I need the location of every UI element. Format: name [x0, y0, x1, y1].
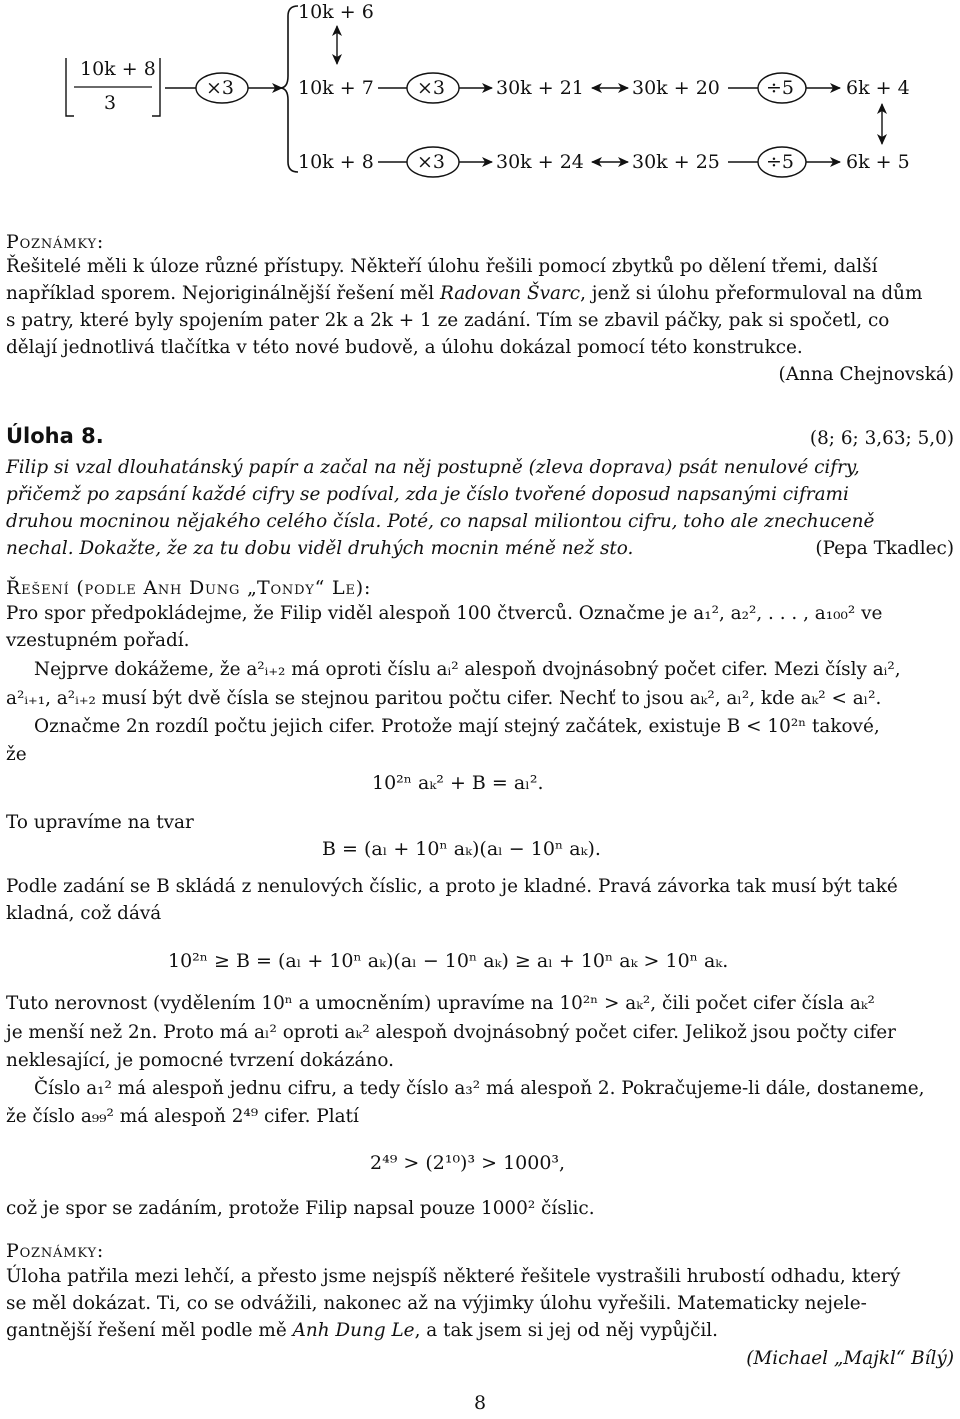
solution-line: Tuto nerovnost (vydělením 10ⁿ a umocněním) upravíme na 10²ⁿ > aₖ², čili počet cifer čísla aₖ²: [6, 993, 875, 1014]
solver-name: Radovan Švarc: [439, 283, 581, 304]
node-bot-v3: 6k + 5: [846, 151, 910, 173]
task-title: Úloha 8.: [6, 424, 104, 448]
task-points: (8; 6; 3,63; 5,0): [809, 428, 954, 449]
equation-1: 10²ⁿ aₖ² + B = aₗ².: [372, 772, 544, 794]
notes-heading: Poznámky:: [6, 231, 105, 253]
flow-diagram: [0, 0, 960, 200]
solution-line: Pro spor předpokládejme, že Filip viděl alespoň 100 čtverců. Označme je a₁², a₂², . . . , a₁₀₀² ve: [6, 603, 883, 624]
op-mid-times3-label: ×3: [417, 77, 446, 99]
node-mid-v1: 30k + 21: [496, 77, 584, 99]
notes-line: Úloha patřila mezi lehčí, a přesto jsme nejspíš některé řešitele vystrašili hrubostí odhadu, který: [6, 1266, 901, 1287]
notes-line: například sporem. Nejoriginálnější řešení měl Radovan Švarc, jenž si úlohu přeformuloval na dům: [6, 283, 923, 304]
notes-heading: Poznámky:: [6, 1240, 105, 1262]
solution-line: kladná, což dává: [6, 903, 162, 924]
op-bot-times3-label: ×3: [417, 151, 446, 173]
solution-line: Označme 2n rozdíl počtu jejich cifer. Protože mají stejný začátek, existuje B < 10²ⁿ takové,: [34, 716, 880, 737]
task-line: nechal. Dokažte, že za tu dobu viděl druhých mocnin méně než sto.: [6, 538, 634, 559]
node-top: 10k + 6: [298, 1, 374, 23]
task-author: (Pepa Tkadlec): [815, 538, 954, 559]
node-mid-v3: 6k + 4: [846, 77, 910, 99]
solution-line: je menší než 2n. Proto má aₗ² oproti aₖ² alespoň dvojnásobný počet cifer. Jelikož jsou počty cifer: [6, 1022, 896, 1043]
notes-line: gantnější řešení měl podle mě Anh Dung Le, a tak jsem si jej od něj vypůjčil.: [6, 1320, 718, 1341]
equation-2: B = (aₗ + 10ⁿ aₖ)(aₗ − 10ⁿ aₖ).: [322, 838, 601, 860]
node-bot-v1: 30k + 24: [496, 151, 584, 173]
solution-line: což je spor se zadáním, protože Filip napsal pouze 1000² číslic.: [6, 1198, 595, 1219]
equation-4: 2⁴⁹ > (2¹⁰)³ > 1000³,: [370, 1152, 566, 1174]
node-bot-v2: 30k + 25: [632, 151, 720, 173]
brace: [280, 6, 298, 172]
node-mid-v2: 30k + 20: [632, 77, 720, 99]
notes-line: dělají jednotlivá tlačítka v této nové budově, a úlohu dokázal pomocí této konstrukce.: [6, 337, 803, 358]
notes-line: se měl dokázat. Ti, co se odvážili, nakonec až na výjimky úlohu vyřešili. Matematicky nejele-: [6, 1293, 867, 1314]
solution-line: Nejprve dokážeme, že a²ᵢ₊₂ má oproti číslu aᵢ² alespoň dvojnásobný počet cifer. Mezi čísly aᵢ²,: [34, 659, 901, 680]
op-bot-div5-label: ÷5: [766, 151, 795, 173]
task-line: druhou mocninou nějakého celého čísla. Poté, co napsal miliontou cifru, toho ale znechuceně: [6, 511, 875, 532]
notes-line: Řešitelé měli k úloze různé přístupy. Někteří úlohu řešili pomocí zbytků po dělení třemi, další: [6, 256, 878, 277]
notes-author: (Michael „Majkl“ Bílý): [746, 1348, 954, 1369]
fraction-numerator: 10k + 8: [80, 58, 156, 80]
notes-line: s patry, které byly spojením pater 2k a 2k + 1 ze zadání. Tím se zbavil páčky, pak si spočetl, co: [6, 310, 890, 331]
solution-line: a²ᵢ₊₁, a²ᵢ₊₂ musí být dvě čísla se stejnou paritou počtu cifer. Nechť to jsou aₖ², aₗ², kde aₖ² < aₗ².: [6, 688, 882, 709]
solution-heading: Řešení (podle Anh Dung „Tondy“ Le):: [6, 577, 372, 599]
task-line: přičemž po zapsání každé cifry se podíval, zda je číslo tvořené doposud napsanými ciframi: [6, 484, 849, 505]
op-mid-div5-label: ÷5: [766, 77, 795, 99]
solution-line: Podle zadání se B skládá z nenulových číslic, a proto je kladné. Pravá závorka tak musí být také: [6, 876, 898, 897]
page-number: 8: [473, 1392, 487, 1414]
solution-line: neklesající, je pomocné tvrzení dokázáno.: [6, 1050, 394, 1071]
solution-line: Číslo a₁² má alespoň jednu cifru, a tedy číslo a₃² má alespoň 2. Pokračujeme-li dále, dostaneme,: [34, 1078, 925, 1099]
solution-line: že: [6, 744, 27, 765]
node-mid-left: 10k + 7: [298, 77, 374, 99]
equation-3: 10²ⁿ ≥ B = (aₗ + 10ⁿ aₖ)(aₗ − 10ⁿ aₖ) ≥ aₗ + 10ⁿ aₖ > 10ⁿ aₖ.: [168, 950, 729, 972]
fraction-denominator: 3: [104, 92, 117, 114]
floor-bracket-left: [66, 58, 74, 116]
solution-line: vzestupném pořadí.: [6, 630, 190, 651]
solution-line: To upravíme na tvar: [6, 812, 194, 833]
op-times3-label: ×3: [206, 77, 235, 99]
solution-line: že číslo a₉₉² má alespoň 2⁴⁹ cifer. Platí: [6, 1106, 359, 1127]
notes-author: (Anna Chejnovská): [778, 364, 954, 385]
solver-name: Anh Dung Le: [292, 1320, 415, 1341]
task-line: Filip si vzal dlouhatánský papír a začal na něj postupně (zleva doprava) psát nenulové cifry,: [6, 457, 860, 478]
node-bot-left: 10k + 8: [298, 151, 374, 173]
